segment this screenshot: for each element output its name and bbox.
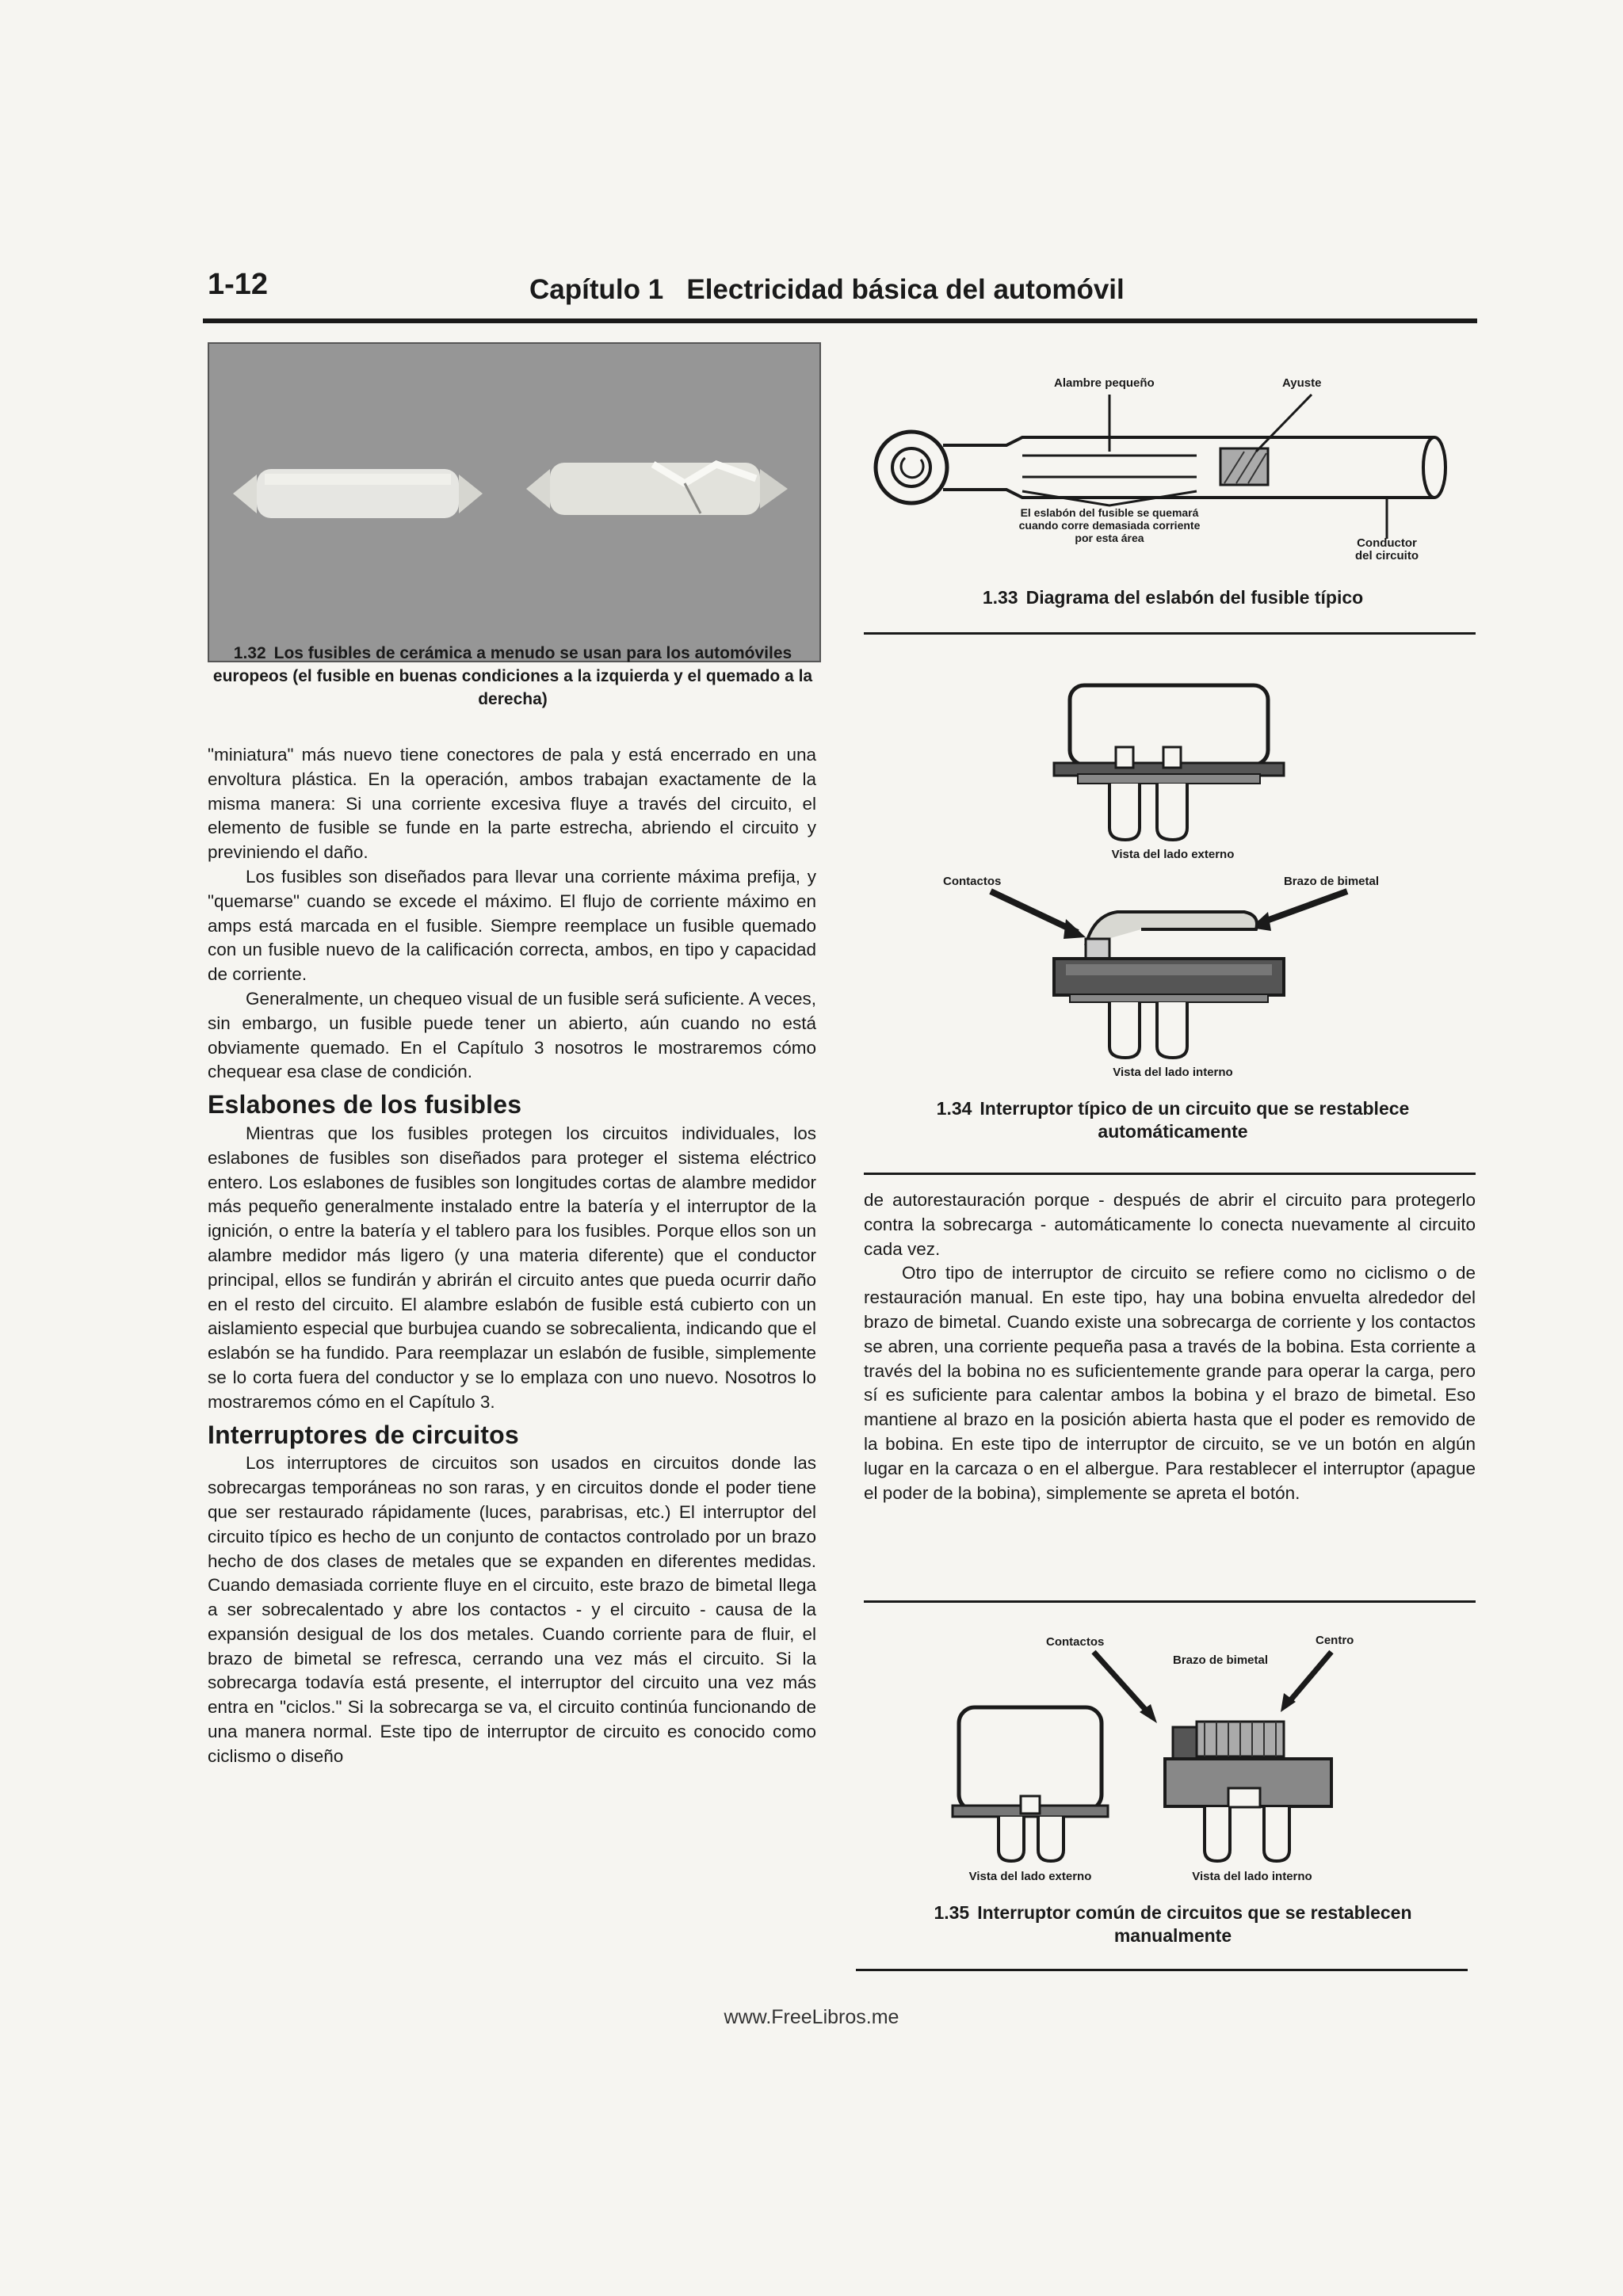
label-outer-view: Vista del lado externo	[1111, 848, 1235, 861]
label-contacts: Contactos	[1046, 1635, 1105, 1649]
pointer-line	[1256, 395, 1312, 452]
fuse-photo	[208, 342, 821, 662]
figure-1-34-divider	[864, 1173, 1476, 1175]
figure-number: 1.33	[982, 587, 1018, 608]
left-column-text	[208, 743, 816, 1769]
caption-text: Interruptor típico de un circuito que se restablece automáticamente	[980, 1098, 1410, 1142]
paragraph: Los fusibles son diseñados para llevar una corriente máxima prefija, y "quemarse" cuando se excede el máximo. El flujo de corriente máximo en amps está marcada en el fusible. Siempre reemplace un fusible quemado con un fusible nuevo de la calificación correcta, ambos, en tipo y capacidad de corriente.	[208, 866, 816, 985]
good-fuse-shape	[233, 469, 483, 518]
label-small-wire: Alambre pequeño	[1054, 376, 1155, 390]
label-inner-view: Vista del lado interno	[1113, 1066, 1233, 1079]
paragraph: Generalmente, un chequeo visual de un fusible será suficiente. A veces, sin embargo, un fusible puede tener un abierto, aún cuando no está obviamente quemado. En el Capítulo 3 nosotros le mostraremos cómo chequear esa clase de condición.	[208, 988, 816, 1082]
figure-1-33-caption	[864, 586, 1482, 609]
paragraph: Mientras que los fusibles protegen los circuitos individuales, los eslabones de fusibles son diseñados para proteger el sistema eléctrico entero. Los eslabones de fusibles son longitudes cortas de alambre medidor más pequeño generalmente instalado entre la batería y el interruptor de la ignición, o entre la batería y el tablero para los fusibles. Porque ellos son un alambre medidor más ligero (y una materia diferente) que el conductor principal, ellos se fundirán y abrirán el circuito antes que pueda ocurrir daño en el resto del circuito. El alambre eslabón de fusible está cubierto con un aislamiento especial que burbujea cuando se sobrecalienta, indicando que el eslabón se ha fundido. Para reemplazar un eslabón de fusible, simplemente se lo corta fuera del conductor y se lo emplaza con uno nuevo. Nosotros lo mostraremos cómo en el Capítulo 3.	[208, 1123, 816, 1412]
paragraph: Los interruptores de circuitos son usados en circuitos donde las sobrecargas temporáneas no son raras, y en circuitos donde el poder tiene que ser restaurado rápidamente (luces, parabrisas, etc.) El interruptor del circuito típico es hecho de un conjunto de contactos controlado por un brazo hecho de dos clases de metales que se expanden en diferentes medidas. Cuando demasiada corriente fluye en el circuito, este brazo de bimetal llega a ser sobrecalentado y abre los contactos - y el circuito - causa de la expansión desigual de los dos metales. Cuando corriente para de fluir, el brazo de bimetal se refresca, cerrando una vez más el circuito. Si la sobrecarga todavía está presente, el interruptor del circuito una vez más entra en "ciclos." Si la sobrecarga se va, el circuito continúa funcionando de una manera normal. Este tipo de interruptor de circuito es conocido como ciclismo o diseño	[208, 1453, 816, 1766]
figure-1-34-caption	[864, 1097, 1482, 1143]
caption-text: Diagrama del eslabón del fusible típico	[1025, 587, 1364, 608]
label-bimetal: Brazo de bimetal	[1173, 1653, 1269, 1667]
right-column-divider	[864, 1600, 1476, 1603]
label-burn-line-2: cuando corre demasiada corriente	[1018, 519, 1201, 532]
figure-1-34-diagram	[935, 677, 1411, 1081]
wire-shape	[943, 437, 1445, 498]
chapter-title: Capítulo 1 Electricidad básica del automóvil	[529, 274, 1125, 305]
label-bimetal: Brazo de bimetal	[1283, 875, 1379, 888]
burnt-fuse-shape	[526, 463, 788, 515]
label-inner-view: Vista del lado interno	[1192, 1870, 1312, 1883]
breaker-inner-view-shape	[991, 891, 1347, 1058]
ceramic-fuses-illustration	[209, 344, 819, 661]
label-burn-line-1: El eslabón del fusible se quemará	[1020, 506, 1199, 519]
paragraph: "miniatura" más nuevo tiene conectores de pala y está encerrado en una envoltura plástica. En la operación, ambos trabajan exactamente de la misma manera: Si una corriente excesiva fluye a través del circuito, el elemento de fusible se funde en la parte estrecha, abriendo el circuito y previniendo el daño.	[208, 745, 816, 863]
figure-1-32-caption	[208, 642, 818, 711]
figure-number: 1.34	[936, 1098, 972, 1119]
right-column-text	[864, 1188, 1476, 1505]
label-contacts: Contactos	[943, 875, 1002, 888]
header-divider	[203, 318, 1477, 323]
figure-number: 1.32	[233, 644, 266, 662]
caption-text: Los fusibles de cerámica a menudo se usan para los automóviles europeos (el fusible en buenas condiciones a la izquierda y el quemado a la derecha)	[212, 644, 813, 708]
label-burn-line-3: por esta área	[1075, 532, 1144, 544]
breaker-outer-view-shape	[1054, 685, 1284, 840]
footer-url[interactable]: www.FreeLibros.me	[724, 2006, 899, 2028]
page-number: 1-12	[208, 268, 269, 301]
label-crimp: Ayuste	[1282, 376, 1322, 390]
figure-1-35-diagram	[935, 1620, 1411, 1886]
manual-breaker-inner-view-shape	[1165, 1722, 1331, 1861]
label-center: Centro	[1316, 1634, 1354, 1647]
paragraph: Otro tipo de interruptor de circuito se refiere como no ciclismo o de restauración manual. En este tipo, hay una bobina envuelta alrededor del brazo de bimetal. Cuando existe una sobrecarga de corriente y los contactos se abren, una corriente pequeña pasa a través de la bobina. Esta corriente a través del la bobina no es suficientemente grande para operar la carga, pero sí es suficiente para calentar ambos la bobina y el brazo de bimetal. Eso mantiene al brazo en la posición abierta hasta que el poder es removido de la bobina. En este tipo de interruptor de circuito, se ve un botón en algún lugar en la carcaza o en el albergue. Para restablecer el interruptor (apague el poder de la bobina), simplemente se apreta el botón.	[864, 1263, 1476, 1503]
label-outer-view: Vista del lado externo	[968, 1870, 1092, 1883]
figure-number: 1.35	[934, 1902, 970, 1923]
section-heading-circuit-breakers: Interruptores de circuitos	[208, 1420, 519, 1449]
label-conductor-line-2: del circuito	[1354, 549, 1419, 563]
paragraph: de autorestauración porque - después de abrir el circuito para protegerlo contra la sobrecarga - automáticamente lo conecta nuevamente al circuito cada vez.	[864, 1190, 1476, 1259]
figure-1-33-diagram	[864, 372, 1482, 563]
section-heading-fusible-links: Eslabones de los fusibles	[208, 1090, 522, 1119]
manual-breaker-outer-view-shape	[953, 1707, 1108, 1861]
figure-1-33-divider	[864, 632, 1476, 635]
figure-1-35-divider	[856, 1969, 1468, 1971]
figure-1-35-caption	[896, 1901, 1450, 1947]
ring-terminal-shape	[876, 432, 947, 503]
caption-text: Interruptor común de circuitos que se restablecen manualmente	[977, 1902, 1412, 1946]
label-conductor-line-1: Conductor	[1357, 536, 1417, 550]
